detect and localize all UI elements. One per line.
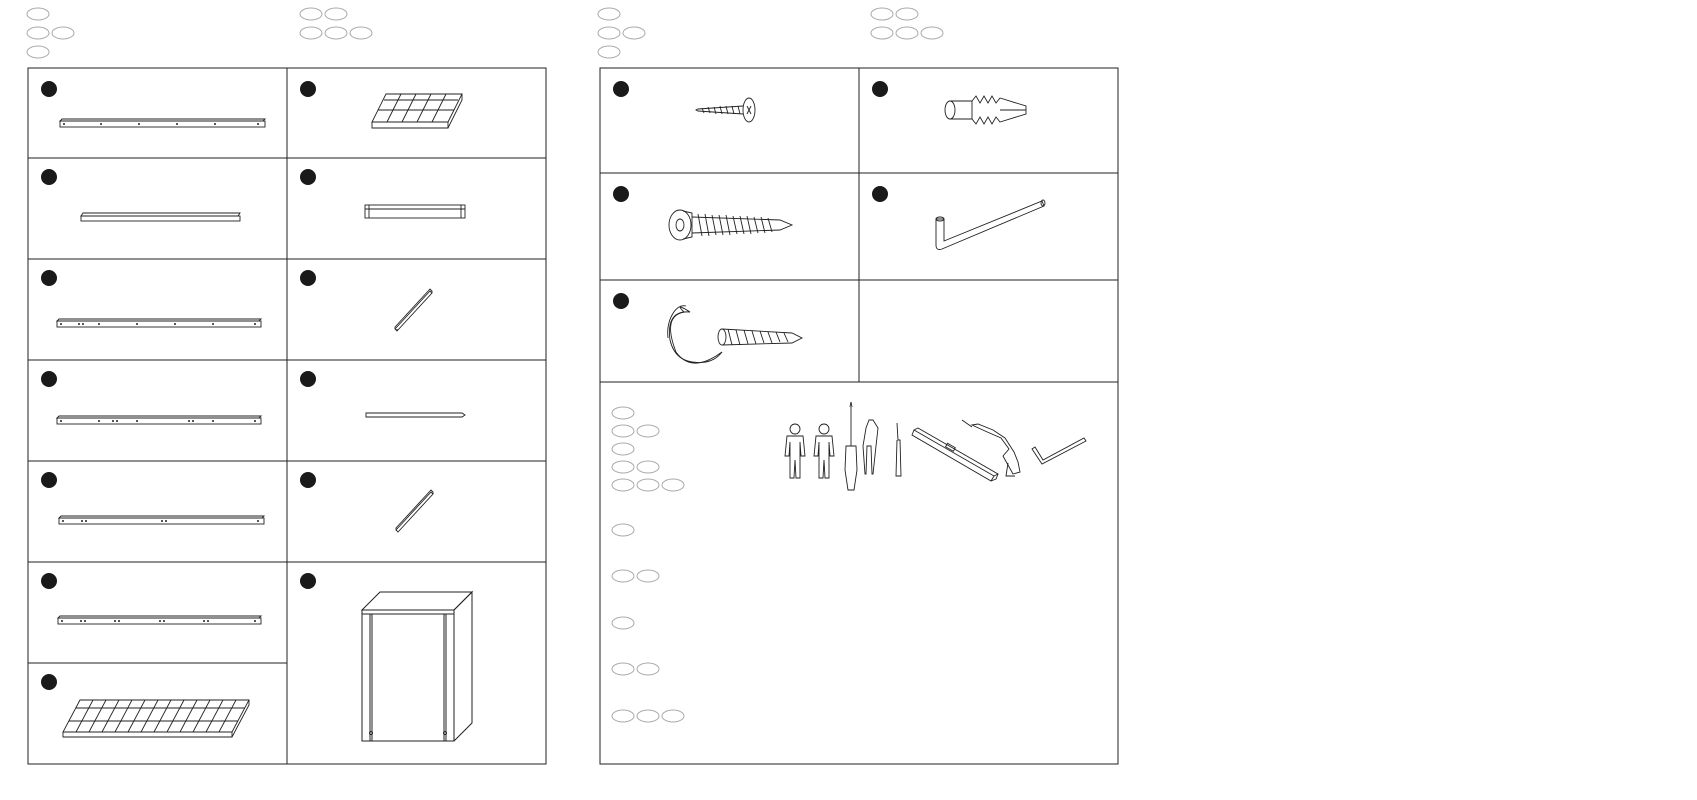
- slatted-grid-small-icon: [372, 94, 462, 128]
- angled-short-bar-icon: [395, 289, 432, 331]
- part-marker: [300, 270, 316, 286]
- thin-rod-icon: [366, 413, 465, 417]
- notes-language-markers: [612, 407, 684, 722]
- angled-short-bar-icon: [396, 490, 433, 532]
- part-marker: [41, 81, 57, 97]
- screwdriver-icon: [845, 402, 857, 490]
- part-marker: [41, 270, 57, 286]
- part-marker: [613, 186, 629, 202]
- part-marker: [300, 169, 316, 185]
- connector-screw-icon: [669, 210, 792, 240]
- allen-key-icon: [1032, 438, 1086, 464]
- slatted-grid-large-icon: [63, 700, 249, 737]
- part-marker: [872, 81, 888, 97]
- long-rail-with-holes-icon: [57, 319, 261, 327]
- header-language-markers: [27, 8, 943, 58]
- part-marker: [41, 573, 57, 589]
- wall-plug-icon: [945, 96, 1026, 124]
- flat-rail-icon: [81, 213, 240, 221]
- part-markers: [41, 81, 316, 690]
- part-marker: [613, 293, 629, 309]
- long-rail-with-holes-icon: [57, 416, 261, 424]
- drill-icon: [962, 420, 1020, 476]
- part-marker: [41, 371, 57, 387]
- part-marker: [41, 472, 57, 488]
- awl-icon: [896, 423, 901, 476]
- wood-screw-icon: [696, 98, 755, 122]
- part-marker: [872, 186, 888, 202]
- part-marker: [300, 472, 316, 488]
- part-marker: [300, 371, 316, 387]
- part-marker: [300, 81, 316, 97]
- long-rail-with-holes-icon: [60, 119, 265, 127]
- hardware-panel: [600, 68, 1118, 764]
- part-marker: [41, 169, 57, 185]
- screw-hook-icon: [668, 306, 802, 363]
- spirit-level-icon: [912, 428, 998, 481]
- long-rail-with-holes-icon: [59, 516, 264, 524]
- long-rail-with-holes-icon: [58, 616, 261, 624]
- part-marker: [41, 674, 57, 690]
- hardware-markers: [613, 81, 888, 309]
- allen-key-icon: [936, 200, 1045, 250]
- part-marker: [300, 573, 316, 589]
- pencil-icon: [863, 420, 878, 474]
- two-persons-icon: [785, 424, 834, 478]
- cabinet-frame-icon: [362, 592, 472, 741]
- part-marker: [613, 81, 629, 97]
- short-bracket-rail-icon: [365, 205, 465, 218]
